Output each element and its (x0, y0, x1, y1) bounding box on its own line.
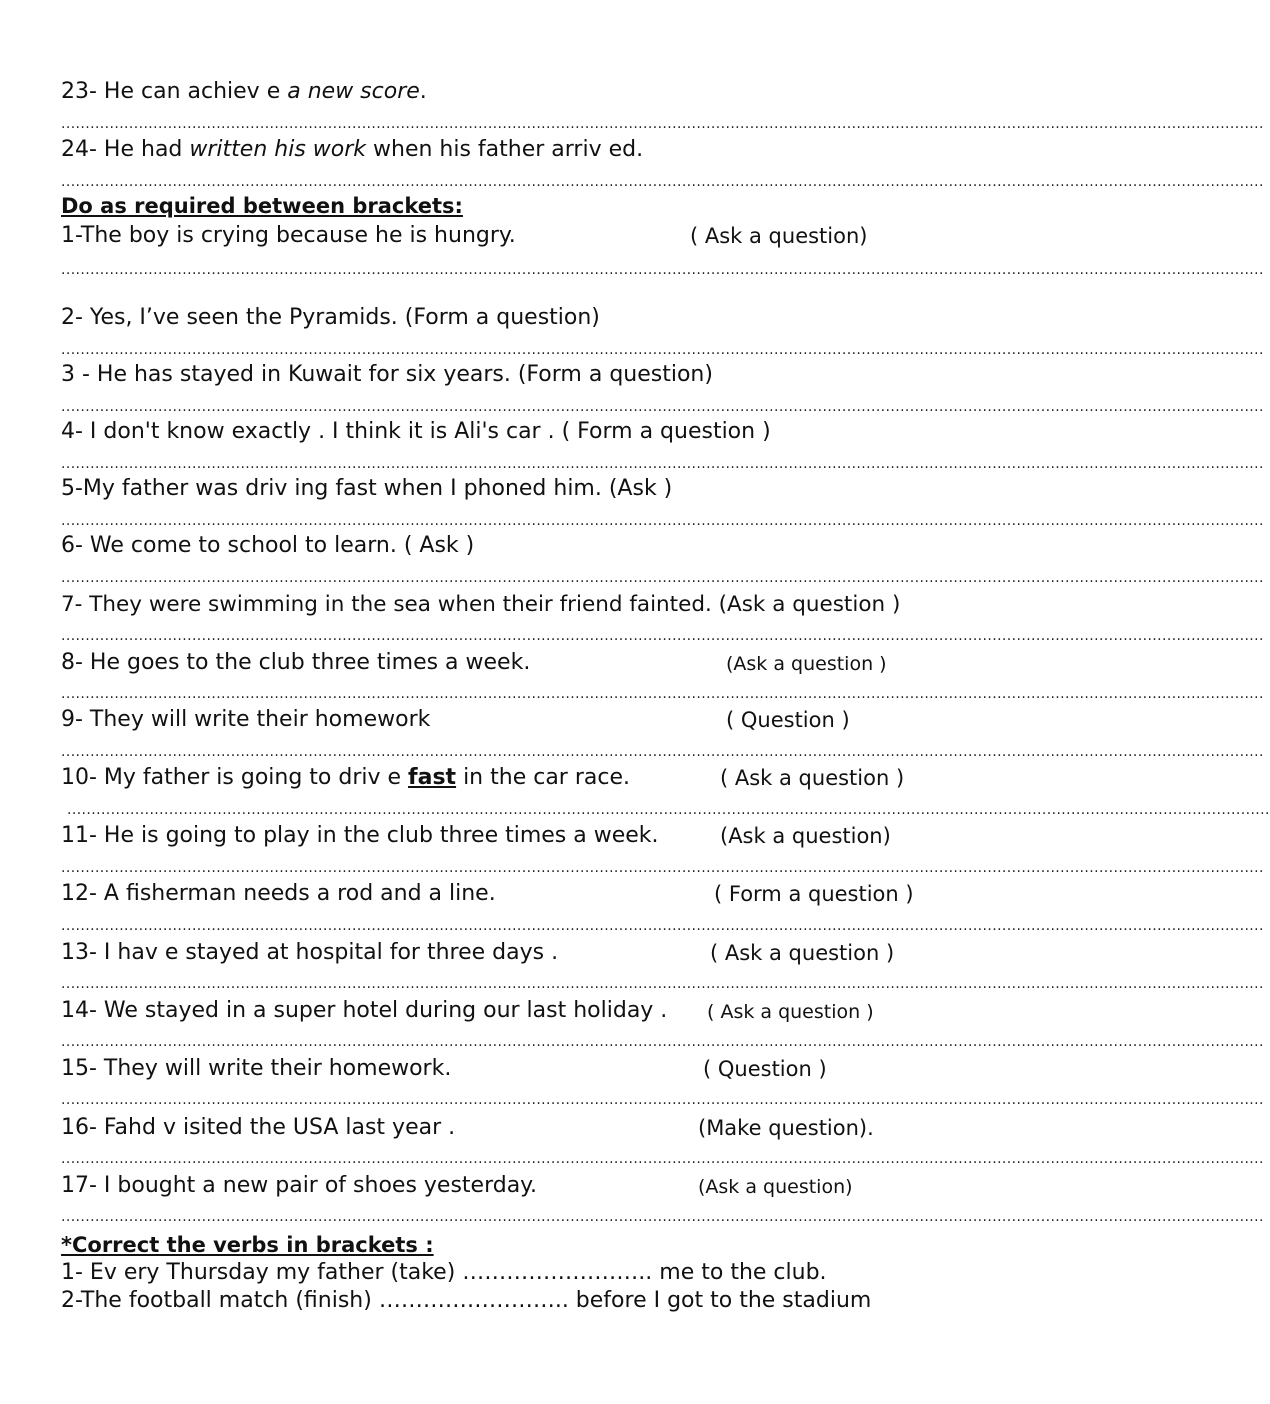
question-text: 8- He goes to the club three times a week. (61, 650, 531, 675)
answer-line[interactable]: ........................................................................................................................................................................................................................................................ (61, 744, 1264, 760)
answer-line[interactable]: ........................................................................................................................................................................................................................................................ (61, 918, 1264, 934)
verb-item: 1- Ev ery Thursday my father (take) …………………….. me to the club. (61, 1260, 827, 1285)
answer-line[interactable]: ........................................................................................................................................................................................................................................................ (61, 628, 1264, 644)
question-instruction: (Ask a question ) (726, 653, 887, 675)
question-text: 16- Fahd v isited the USA last year . (61, 1115, 456, 1140)
answer-line[interactable]: ........................................................................................................................................................................................................................................................ (61, 399, 1264, 415)
question-instruction: ( Ask a question ) (710, 941, 895, 965)
question-text: 7- They were swimming in the sea when their friend fainted. (Ask a question ) (61, 592, 901, 617)
question-instruction: ( Ask a question ) (707, 1001, 874, 1023)
question-instruction: (Ask a question) (720, 824, 891, 848)
question-instruction: (Make question). (698, 1116, 874, 1140)
section-heading-do-as-required: Do as required between brackets: (61, 194, 463, 218)
answer-line[interactable]: ........................................................................................................................................................................................................................................................ (61, 456, 1264, 472)
question-instruction: ( Question ) (703, 1057, 827, 1081)
section-heading-correct-verbs: *Correct the verbs in brackets : (61, 1233, 434, 1257)
answer-line[interactable]: ........................................................................................................................................................................................................................................................ (61, 513, 1264, 529)
question-text: 14- We stayed in a super hotel during our last holiday . (61, 998, 668, 1023)
question-23: 23- He can achiev e a new score. (61, 79, 427, 104)
question-text: 9- They will write their homework (61, 707, 431, 732)
question-text: 3 - He has stayed in Kuwait for six years. (Form a question) (61, 362, 713, 387)
answer-line[interactable]: ........................................................................................................................................................................................................................................................ (61, 174, 1264, 190)
answer-line[interactable]: ........................................................................................................................................................................................................................................................ (61, 1209, 1264, 1225)
answer-line[interactable]: ........................................................................................................................................................................................................................................................ (61, 976, 1264, 992)
answer-line[interactable]: ........................................................................................................................................................................................................................................................ (61, 570, 1264, 586)
question-text: 10- My father is going to driv e fast in the car race. (61, 765, 630, 790)
question-instruction: ( Ask a question ) (720, 766, 905, 790)
question-instruction: ( Form a question ) (714, 882, 914, 906)
answer-line[interactable]: ........................................................................................................................................................................................................................................................ (61, 342, 1264, 358)
emphasized-word: fast (408, 765, 457, 790)
question-instruction: ( Ask a question) (690, 224, 868, 248)
answer-line[interactable]: ........................................................................................................................................................................................................................................................ (61, 262, 1264, 278)
answer-line[interactable]: ........................................................................................................................................................................................................................................................ (61, 1092, 1264, 1108)
question-text: 4- I don't know exactly . I think it is Ali's car . ( Form a question ) (61, 419, 771, 444)
question-text: 15- They will write their homework. (61, 1056, 452, 1081)
verb-item: 2-The football match (finish) …………………….. before I got to the stadium (61, 1288, 872, 1313)
question-text: 17- I bought a new pair of shoes yesterday. (61, 1173, 538, 1198)
question-24: 24- He had written his work when his father arriv ed. (61, 137, 644, 162)
question-text: 12- A fisherman needs a rod and a line. (61, 881, 496, 906)
question-text: 2- Yes, I’ve seen the Pyramids. (Form a question) (61, 305, 600, 330)
answer-line[interactable]: ........................................................................................................................................................................................................................................................ (61, 1034, 1264, 1050)
answer-line[interactable]: ........................................................................................................................................................................................................................................................ (61, 1151, 1264, 1167)
answer-line[interactable]: ........................................................................................................................................................................................................................................................ (67, 802, 1270, 818)
question-text: 11- He is going to play in the club three times a week. (61, 823, 659, 848)
question-instruction: ( Question ) (726, 708, 850, 732)
question-text: 5-My father was driv ing fast when I phoned him. (Ask ) (61, 476, 673, 501)
question-text: 6- We come to school to learn. ( Ask ) (61, 533, 475, 558)
answer-line[interactable]: ........................................................................................................................................................................................................................................................ (61, 686, 1264, 702)
answer-line[interactable]: ........................................................................................................................................................................................................................................................ (61, 116, 1264, 132)
question-instruction: (Ask a question) (698, 1176, 853, 1198)
question-text: 13- I hav e stayed at hospital for three days . (61, 940, 559, 965)
question-text: 1-The boy is crying because he is hungry. (61, 223, 516, 248)
answer-line[interactable]: ........................................................................................................................................................................................................................................................ (61, 860, 1264, 876)
